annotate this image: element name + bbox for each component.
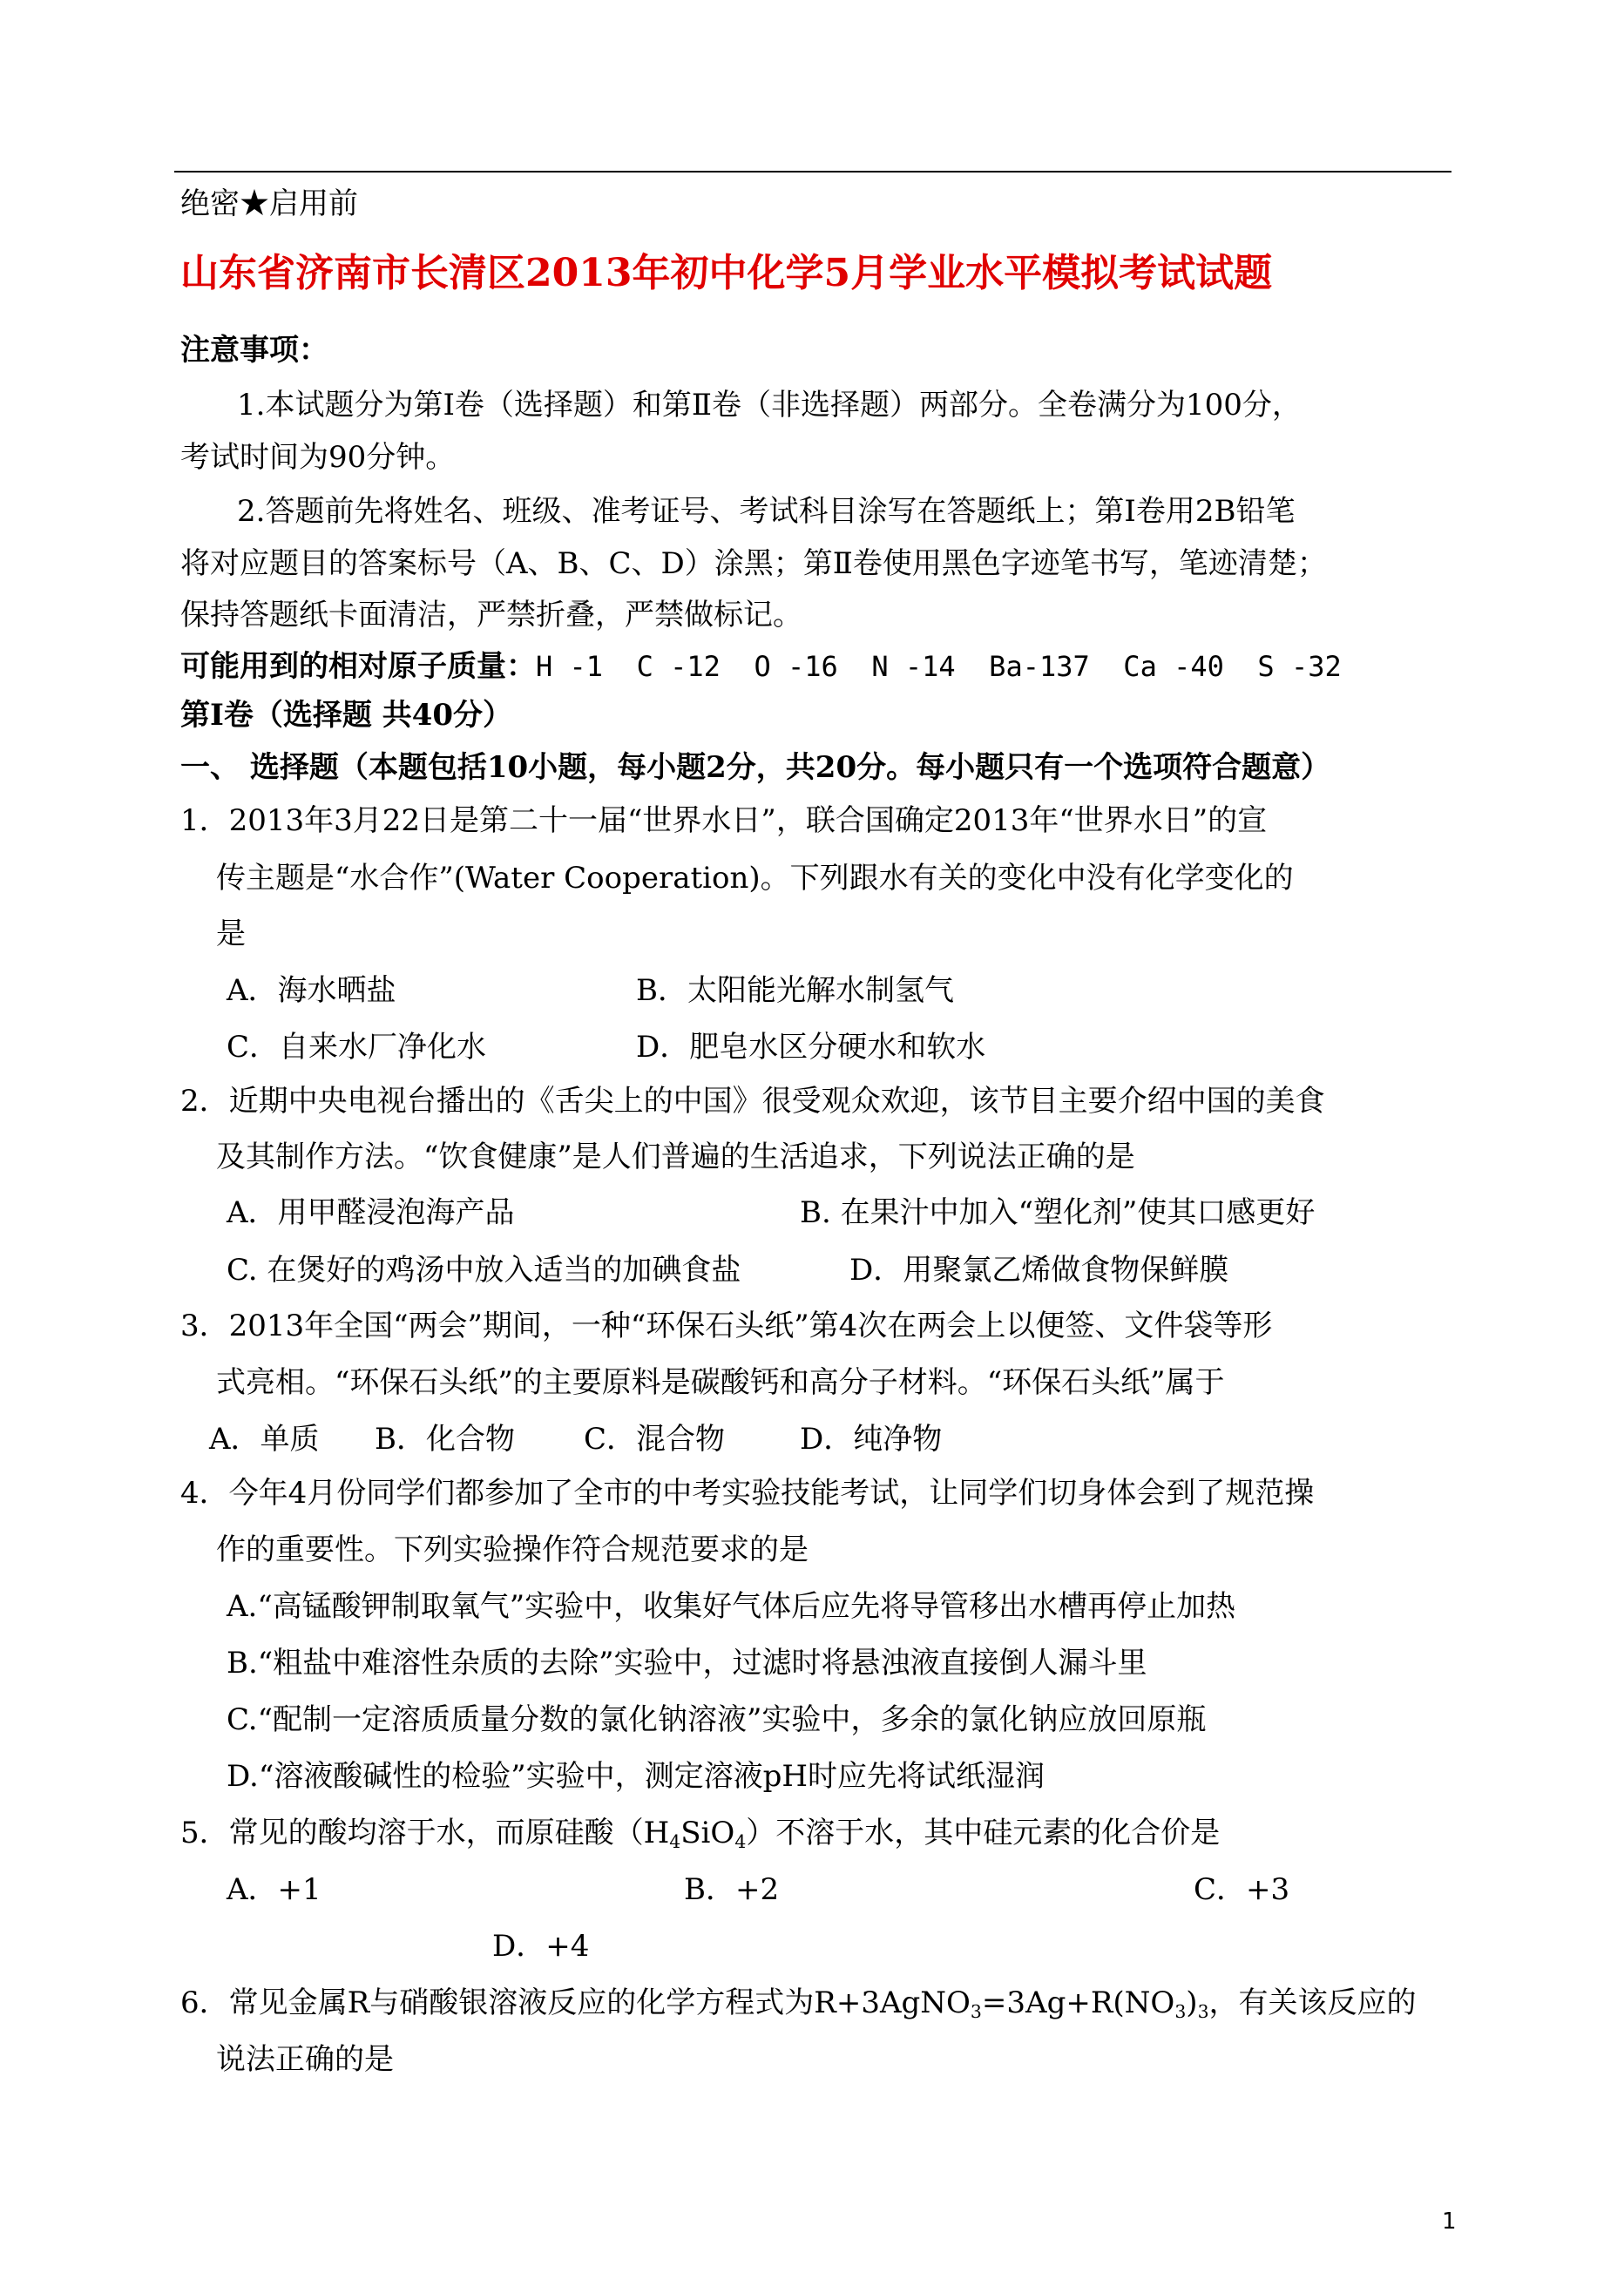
note-2-line-2: 将对应题目的答案标号（A、B、C、D）涂黑；第Ⅱ卷使用黑色字迹笔书写，笔迹清楚； <box>180 546 1327 581</box>
q6-line-1 <box>180 1984 1417 2031</box>
q1-option-b: B．太阳能光解水制氢气 <box>636 973 954 1008</box>
q3-option-b: B．化合物 <box>375 1422 515 1457</box>
q6-line-2: 说法正确的是 <box>216 2042 394 2077</box>
q3-option-d: D．纯净物 <box>800 1422 943 1457</box>
q4-line-1: 4．今年4月份同学们都参加了全市的中考实验技能考试，让同学们切身体会到了规范操 <box>180 1476 1315 1511</box>
atomic-mass-values: H -1 C -12 O -16 N -14 Ba-137 Ca -40 S -32 <box>536 650 1342 683</box>
secret-label: 绝密★启用前 <box>180 186 358 221</box>
page-number: 1 <box>1442 2208 1457 2235</box>
note-2-line-3: 保持答题纸卡面清洁，严禁折叠，严禁做标记。 <box>180 598 802 632</box>
q2-option-c: C. 在煲好的鸡汤中放入适当的加碘食盐 <box>227 1253 741 1288</box>
q2-option-a: A．用甲醛浸泡海产品 <box>227 1195 515 1230</box>
note-2-line-1: 2.答题前先将姓名、班级、准考证号、考试科目涂写在答题纸上；第Ⅰ卷用2B铅笔 <box>237 494 1296 529</box>
q3-option-c: C．混合物 <box>584 1422 726 1457</box>
q1-line-3: 是 <box>216 917 246 951</box>
q6-text-c: ) <box>1186 1985 1198 2020</box>
q6-text-a: 6．常见金属R与硝酸银溶液反应的化学方程式为R+3AgNO <box>180 1985 971 2020</box>
q3-line-2: 式亮相。“环保石头纸”的主要原料是碳酸钙和高分子材料。“环保石头纸”属于 <box>216 1365 1225 1400</box>
q5-option-c: C．+3 <box>1194 1872 1290 1907</box>
q2-option-d: D．用聚氯乙烯做食物保鲜膜 <box>849 1253 1229 1288</box>
q1-option-a: A．海水晒盐 <box>227 973 396 1008</box>
q3-line-1: 3．2013年全国“两会”期间，一种“环保石头纸”第4次在两会上以便签、文件袋等形 <box>180 1309 1273 1343</box>
q1-line-1: 1．2013年3月22日是第二十一届“世界水日”，联合国确定2013年“世界水日”的宣 <box>180 803 1268 838</box>
section-heading: 一、 选择题（本题包括10小题，每小题2分，共20分。每小题只有一个选项符合题意） <box>180 750 1331 785</box>
q5-option-a: A．+1 <box>227 1872 321 1907</box>
q6-subscript-2: 3 <box>1174 2001 1187 2023</box>
q5-text-b: SiO <box>680 1816 735 1850</box>
note-1-line-2: 考试时间为90分钟。 <box>180 440 456 475</box>
q6-subscript-3: 3 <box>1197 2001 1209 2023</box>
q5-text-a: 5．常见的酸均溶于水，而原硅酸（H <box>180 1816 670 1850</box>
q4-option-b: B.“粗盐中难溶性杂质的去除”实验中，过滤时将悬浊液直接倒人漏斗里 <box>227 1646 1147 1681</box>
q1-option-c: C．自来水厂净化水 <box>227 1030 487 1065</box>
q6-subscript-1: 3 <box>970 2001 982 2023</box>
q2-option-b: B. 在果汁中加入“塑化剂”使其口感更好 <box>800 1195 1316 1230</box>
q5-text-c: ）不溶于水，其中硅元素的化合价是 <box>746 1816 1221 1850</box>
atomic-mass-line <box>180 647 1342 686</box>
q4-option-a: A.“高锰酸钾制取氧气”实验中，收集好气体后应先将导管移出水槽再停止加热 <box>227 1589 1236 1624</box>
q2-line-1: 2．近期中央电视台播出的《舌尖上的中国》很受观众欢迎，该节目主要介绍中国的美食 <box>180 1084 1325 1119</box>
page-title: 山东省济南市长清区2013年初中化学5月学业水平模拟考试试题 <box>180 251 1273 295</box>
q4-line-2: 作的重要性。下列实验操作符合规范要求的是 <box>216 1532 809 1567</box>
part1-heading: 第Ⅰ卷（选择题 共40分） <box>180 698 513 733</box>
q3-option-a: A．单质 <box>209 1422 320 1457</box>
q6-text-b: =3Ag+R(NO <box>981 1985 1175 2020</box>
q2-line-2: 及其制作方法。“饮食健康”是人们普遍的生活追求，下列说法正确的是 <box>216 1140 1135 1174</box>
atomic-mass-label: 可能用到的相对原子质量： <box>180 649 536 684</box>
q5-subscript-1: 4 <box>669 1831 681 1853</box>
q5-option-d: D．+4 <box>492 1929 590 1964</box>
q4-option-d: D.“溶液酸碱性的检验”实验中，测定溶液pH时应先将试纸湿润 <box>227 1759 1045 1794</box>
q4-option-c: C.“配制一定溶质质量分数的氯化钠溶液”实验中，多余的氯化钠应放回原瓶 <box>227 1702 1207 1737</box>
q1-option-d: D．肥皂水区分硬水和软水 <box>636 1030 986 1065</box>
q1-line-2: 传主题是“水合作”(Water Cooperation)。下列跟水有关的变化中没有化学变化的 <box>216 861 1294 896</box>
notes-heading: 注意事项： <box>180 333 328 368</box>
q6-text-d: ，有关该反应的 <box>1208 1985 1417 2020</box>
note-1-line-1: 1.本试题分为第Ⅰ卷（选择题）和第Ⅱ卷（非选择题）两部分。全卷满分为100分， <box>237 388 1302 423</box>
q5-option-b: B．+2 <box>684 1872 780 1907</box>
q5-subscript-2: 4 <box>734 1831 747 1853</box>
header-rule <box>174 171 1451 172</box>
q5-line-1 <box>180 1814 1220 1861</box>
